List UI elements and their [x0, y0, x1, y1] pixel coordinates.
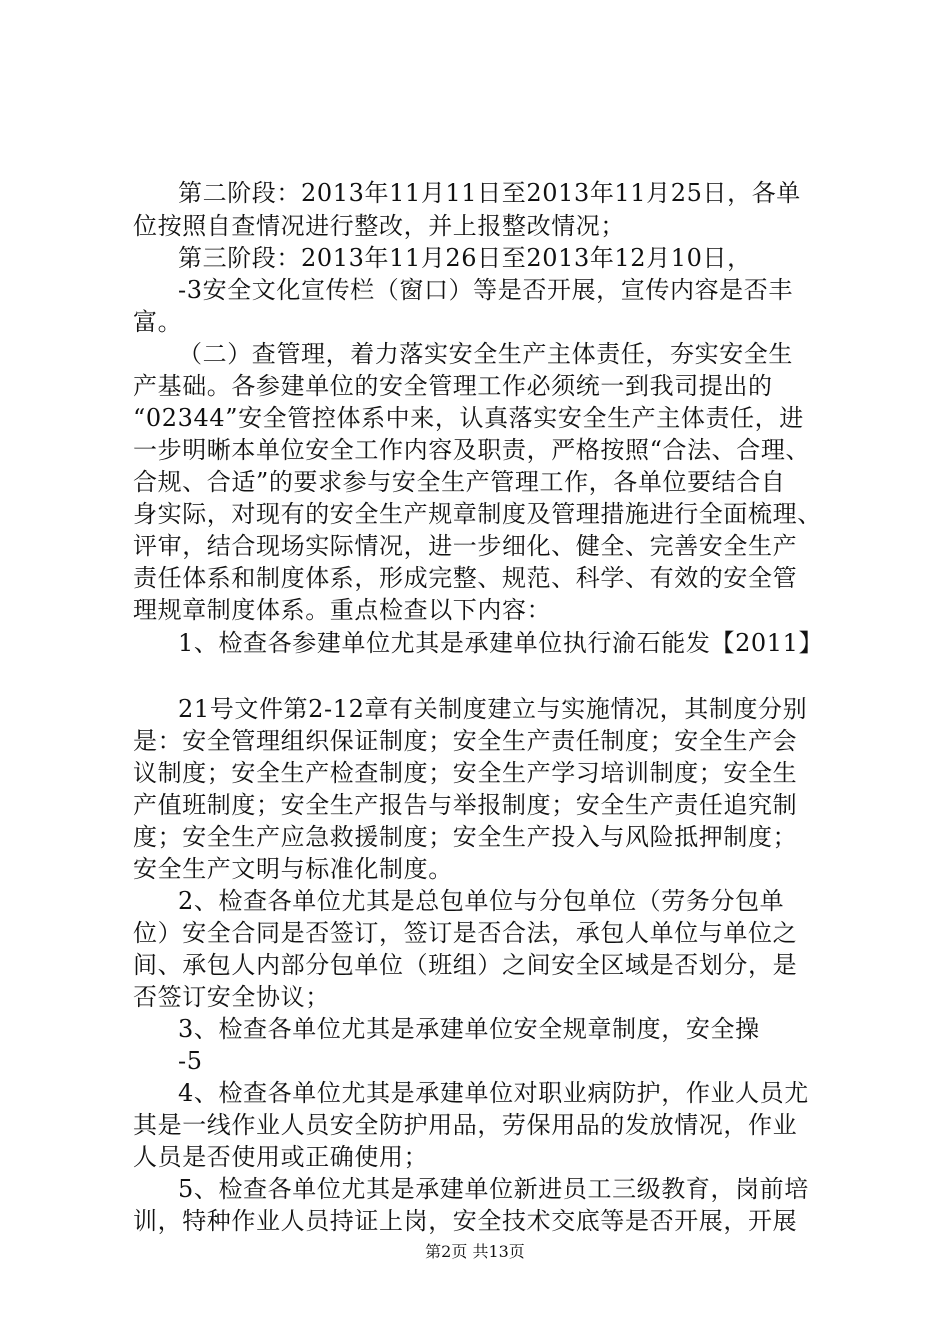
- text-line: 安全生产文明与标准化制度。: [133, 855, 453, 883]
- text-line: 21号文件第2-12章有关制度建立与实施情况，其制度分别: [178, 695, 808, 723]
- text-line: -3安全文化宣传栏（窗口）等是否开展，宣传内容是否丰: [178, 276, 793, 304]
- text-line: 理规章制度体系。重点检查以下内容：: [133, 596, 552, 624]
- text-line: 一步明晰本单位安全工作内容及职责，严格按照“合法、合理、: [133, 436, 811, 464]
- text-line: 2、检查各单位尤其是总包单位与分包单位（劳务分包单: [178, 887, 785, 915]
- text-line: （二）查管理，着力落实安全生产主体责任，夯实安全生: [178, 340, 793, 368]
- text-line: 是：安全管理组织保证制度；安全生产责任制度；安全生产会: [133, 727, 798, 755]
- text-line: 产值班制度；安全生产报告与举报制度；安全生产责任追究制: [133, 791, 798, 819]
- text-line: 否签订安全协议；: [133, 983, 330, 1011]
- text-line: 5、检查各单位尤其是承建单位新进员工三级教育，岗前培: [178, 1175, 809, 1203]
- text-line: 人员是否使用或正确使用；: [133, 1143, 429, 1171]
- text-line: 3、检查各单位尤其是承建单位安全规章制度，安全操: [178, 1015, 760, 1043]
- text-line: 间、承包人内部分包单位（班组）之间安全区域是否划分，是: [133, 951, 798, 979]
- text-line: -5: [178, 1047, 203, 1075]
- text-line: 4、检查各单位尤其是承建单位对职业病防护，作业人员尤: [178, 1079, 809, 1107]
- text-line: 第二阶段：2013年11月11日至2013年11月25日，各单: [178, 179, 801, 207]
- text-line: 评审，结合现场实际情况，进一步细化、健全、完善安全生产: [133, 532, 798, 560]
- text-line: 议制度；安全生产检查制度；安全生产学习培训制度；安全生: [133, 759, 798, 787]
- page-footer: 第2页 共13页: [425, 1242, 525, 1261]
- text-line: 其是一线作业人员安全防护用品，劳保用品的发放情况，作业: [133, 1111, 798, 1139]
- text-line: 责任体系和制度体系，形成完整、规范、科学、有效的安全管: [133, 564, 798, 592]
- text-line: 度；安全生产应急救援制度；安全生产投入与风险抵押制度；: [133, 823, 798, 851]
- text-line: 第三阶段：2013年11月26日至2013年12月10日，: [178, 244, 752, 272]
- text-line: 产基础。各参建单位的安全管理工作必须统一到我司提出的: [133, 372, 773, 400]
- text-line: 富。: [133, 308, 183, 336]
- text-line: 合规、合适”的要求参与安全生产管理工作，各单位要结合自: [133, 468, 786, 496]
- text-line: 位按照自查情况进行整改，并上报整改情况；: [133, 212, 625, 240]
- text-line: “02344”安全管控体系中来，认真落实安全生产主体责任，进: [133, 404, 804, 432]
- text-line: 1、检查各参建单位尤其是承建单位执行渝石能发【2011】: [178, 629, 824, 657]
- text-line: 身实际，对现有的安全生产规章制度及管理措施进行全面梳理、: [133, 500, 822, 528]
- text-line: 位）安全合同是否签订，签订是否合法，承包人单位与单位之: [133, 919, 798, 947]
- text-line: 训，特种作业人员持证上岗，安全技术交底等是否开展，开展: [133, 1207, 798, 1235]
